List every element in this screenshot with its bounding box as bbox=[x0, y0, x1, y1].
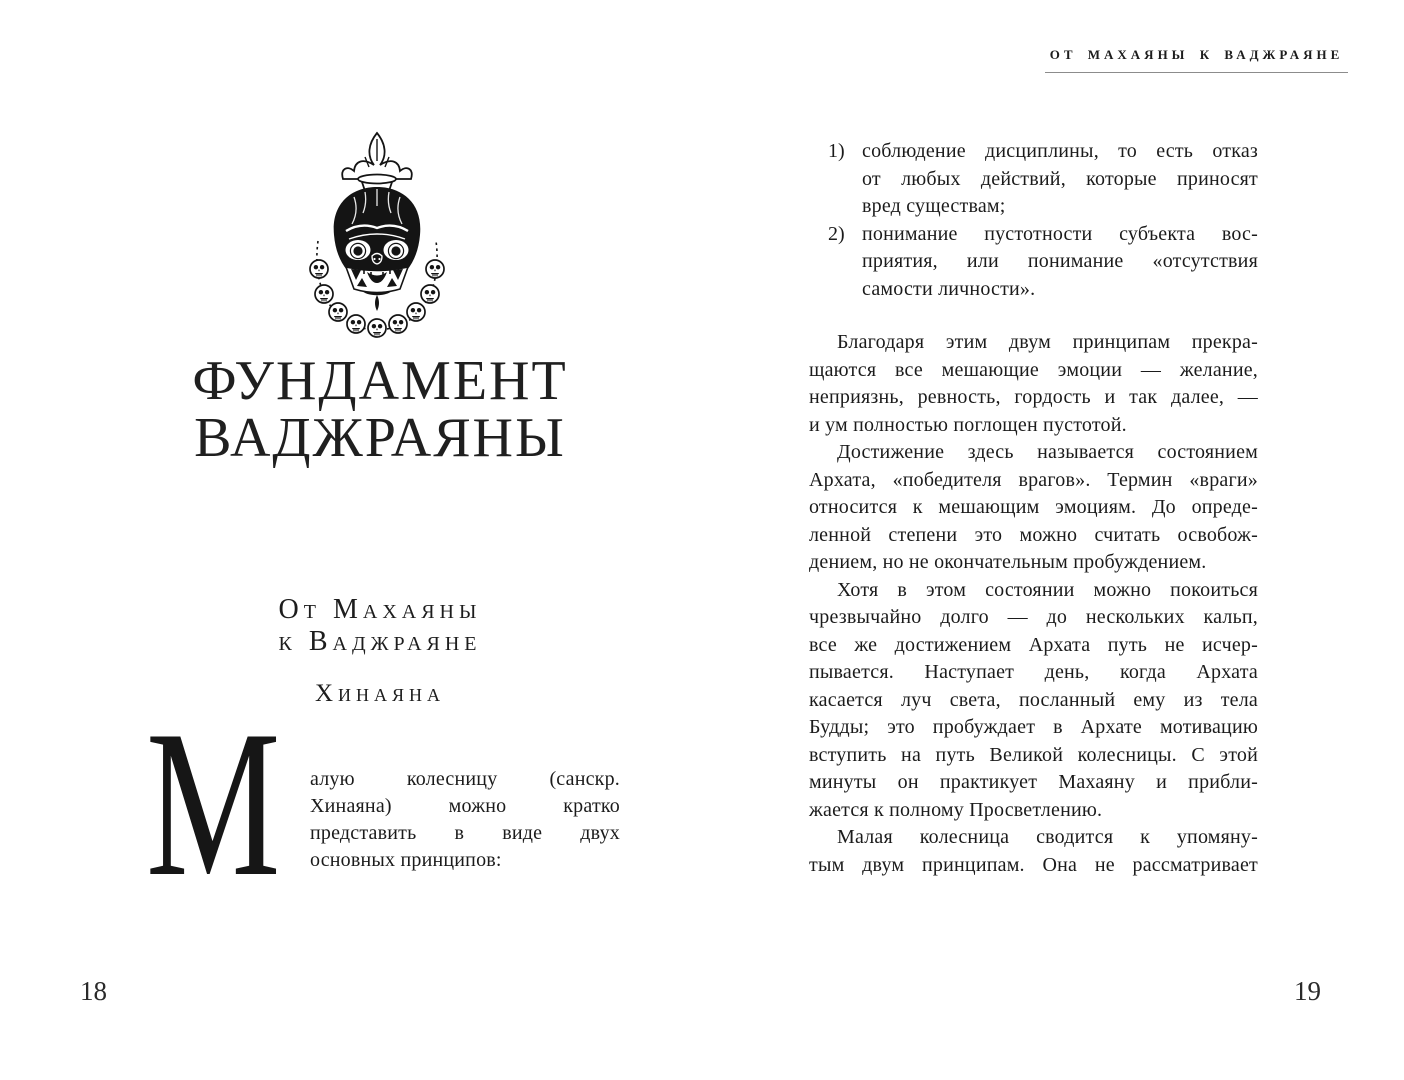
body-paragraphs bbox=[809, 329, 1258, 879]
subsection-title: Хинаяна bbox=[314, 680, 446, 707]
text-line: ленной степени это можно считать освобож- bbox=[809, 523, 1258, 546]
text-line: и ум полностью поглощен пустотой. bbox=[809, 413, 1127, 436]
text-line: представить в виде двух bbox=[310, 822, 620, 844]
text-line: Благодаря этим двум принципам прекра- bbox=[837, 331, 1258, 353]
drop-cap-letter: М bbox=[146, 688, 281, 920]
text-line: алую колесницу (санскр. bbox=[310, 768, 620, 790]
text-line: основных принципов: bbox=[310, 849, 502, 871]
list-marker: 2) bbox=[828, 222, 845, 245]
running-head-text: ОТ МАХАЯНЫ К ВАДЖРАЯНЕ bbox=[1049, 47, 1344, 62]
body-paragraph bbox=[809, 577, 1258, 825]
text-line: Хинаяна) можно кратко bbox=[310, 795, 620, 817]
section-title-line-2: к Ваджраяне bbox=[278, 626, 482, 657]
section-title-line-1: От Махаяны bbox=[278, 594, 482, 625]
text-line: все же достижением Архата путь не исчер- bbox=[809, 633, 1258, 656]
skull-garland-ornament-icon bbox=[297, 131, 457, 343]
page-number-right: 19 bbox=[1294, 976, 1321, 1006]
text-line: пывается. Наступает день, когда Архата bbox=[809, 661, 1258, 683]
text-line: Достижение здесь называется состоянием bbox=[837, 441, 1258, 463]
text-line: тым двум принципам. Она не рассматривает bbox=[809, 853, 1258, 876]
body-paragraph bbox=[809, 439, 1258, 577]
text-line: самости личности». bbox=[862, 277, 1036, 300]
chapter-title-line-1: ФУНДАМЕНТ bbox=[192, 350, 568, 412]
text-line: Хотя в этом состоянии можно покоиться bbox=[837, 578, 1258, 601]
text-line: понимание пустотности субъекта вос- bbox=[862, 222, 1258, 245]
text-line: Малая колесница сводится к упомяну- bbox=[837, 826, 1258, 848]
body-text-column bbox=[809, 138, 1258, 879]
opening-paragraph-lines bbox=[310, 766, 620, 874]
text-line: дением, но не окончательным пробуждением. bbox=[809, 551, 1207, 573]
running-head bbox=[1045, 46, 1348, 73]
text-line: минуты он практикует Махаяну и прибли- bbox=[809, 771, 1258, 793]
list-marker: 1) bbox=[828, 140, 845, 162]
text-line: вступить на путь Великой колесницы. С этой bbox=[809, 743, 1258, 766]
opening-paragraph bbox=[140, 688, 620, 920]
numbered-list-item bbox=[809, 138, 1258, 221]
body-paragraph bbox=[809, 824, 1258, 879]
chapter-title bbox=[110, 350, 650, 469]
body-paragraph bbox=[809, 329, 1258, 439]
text-line: чрезвычайно долго — до нескольких кальп, bbox=[809, 606, 1258, 628]
text-line: неприязнь, ревность, гордость и так далее, — bbox=[809, 386, 1258, 408]
text-line: вред существам; bbox=[862, 195, 1006, 217]
text-line: щаются все мешающие эмоции — желание, bbox=[809, 358, 1258, 381]
chapter-title-line-2: ВАДЖРАЯНЫ bbox=[194, 407, 566, 469]
text-line: Архата, «победителя врагов». Термин «враги» bbox=[809, 468, 1258, 491]
text-line: Будды; это пробуждает в Архате мотивацию bbox=[809, 716, 1258, 738]
text-line: жается к полному Просветлению. bbox=[809, 798, 1103, 821]
page-number-left: 18 bbox=[80, 976, 107, 1006]
text-line: приятия, или понимание «отсутствия bbox=[862, 250, 1258, 272]
section-title bbox=[140, 594, 620, 658]
text-line: относится к мешающим эмоциям. До опреде- bbox=[809, 496, 1258, 518]
text-line: соблюдение дисциплины, то есть отказ bbox=[862, 140, 1258, 162]
numbered-list-item bbox=[809, 221, 1258, 304]
text-line: от любых действий, которые приносят bbox=[862, 167, 1258, 190]
text-line: касается луч света, посланный ему из тела bbox=[809, 688, 1258, 711]
